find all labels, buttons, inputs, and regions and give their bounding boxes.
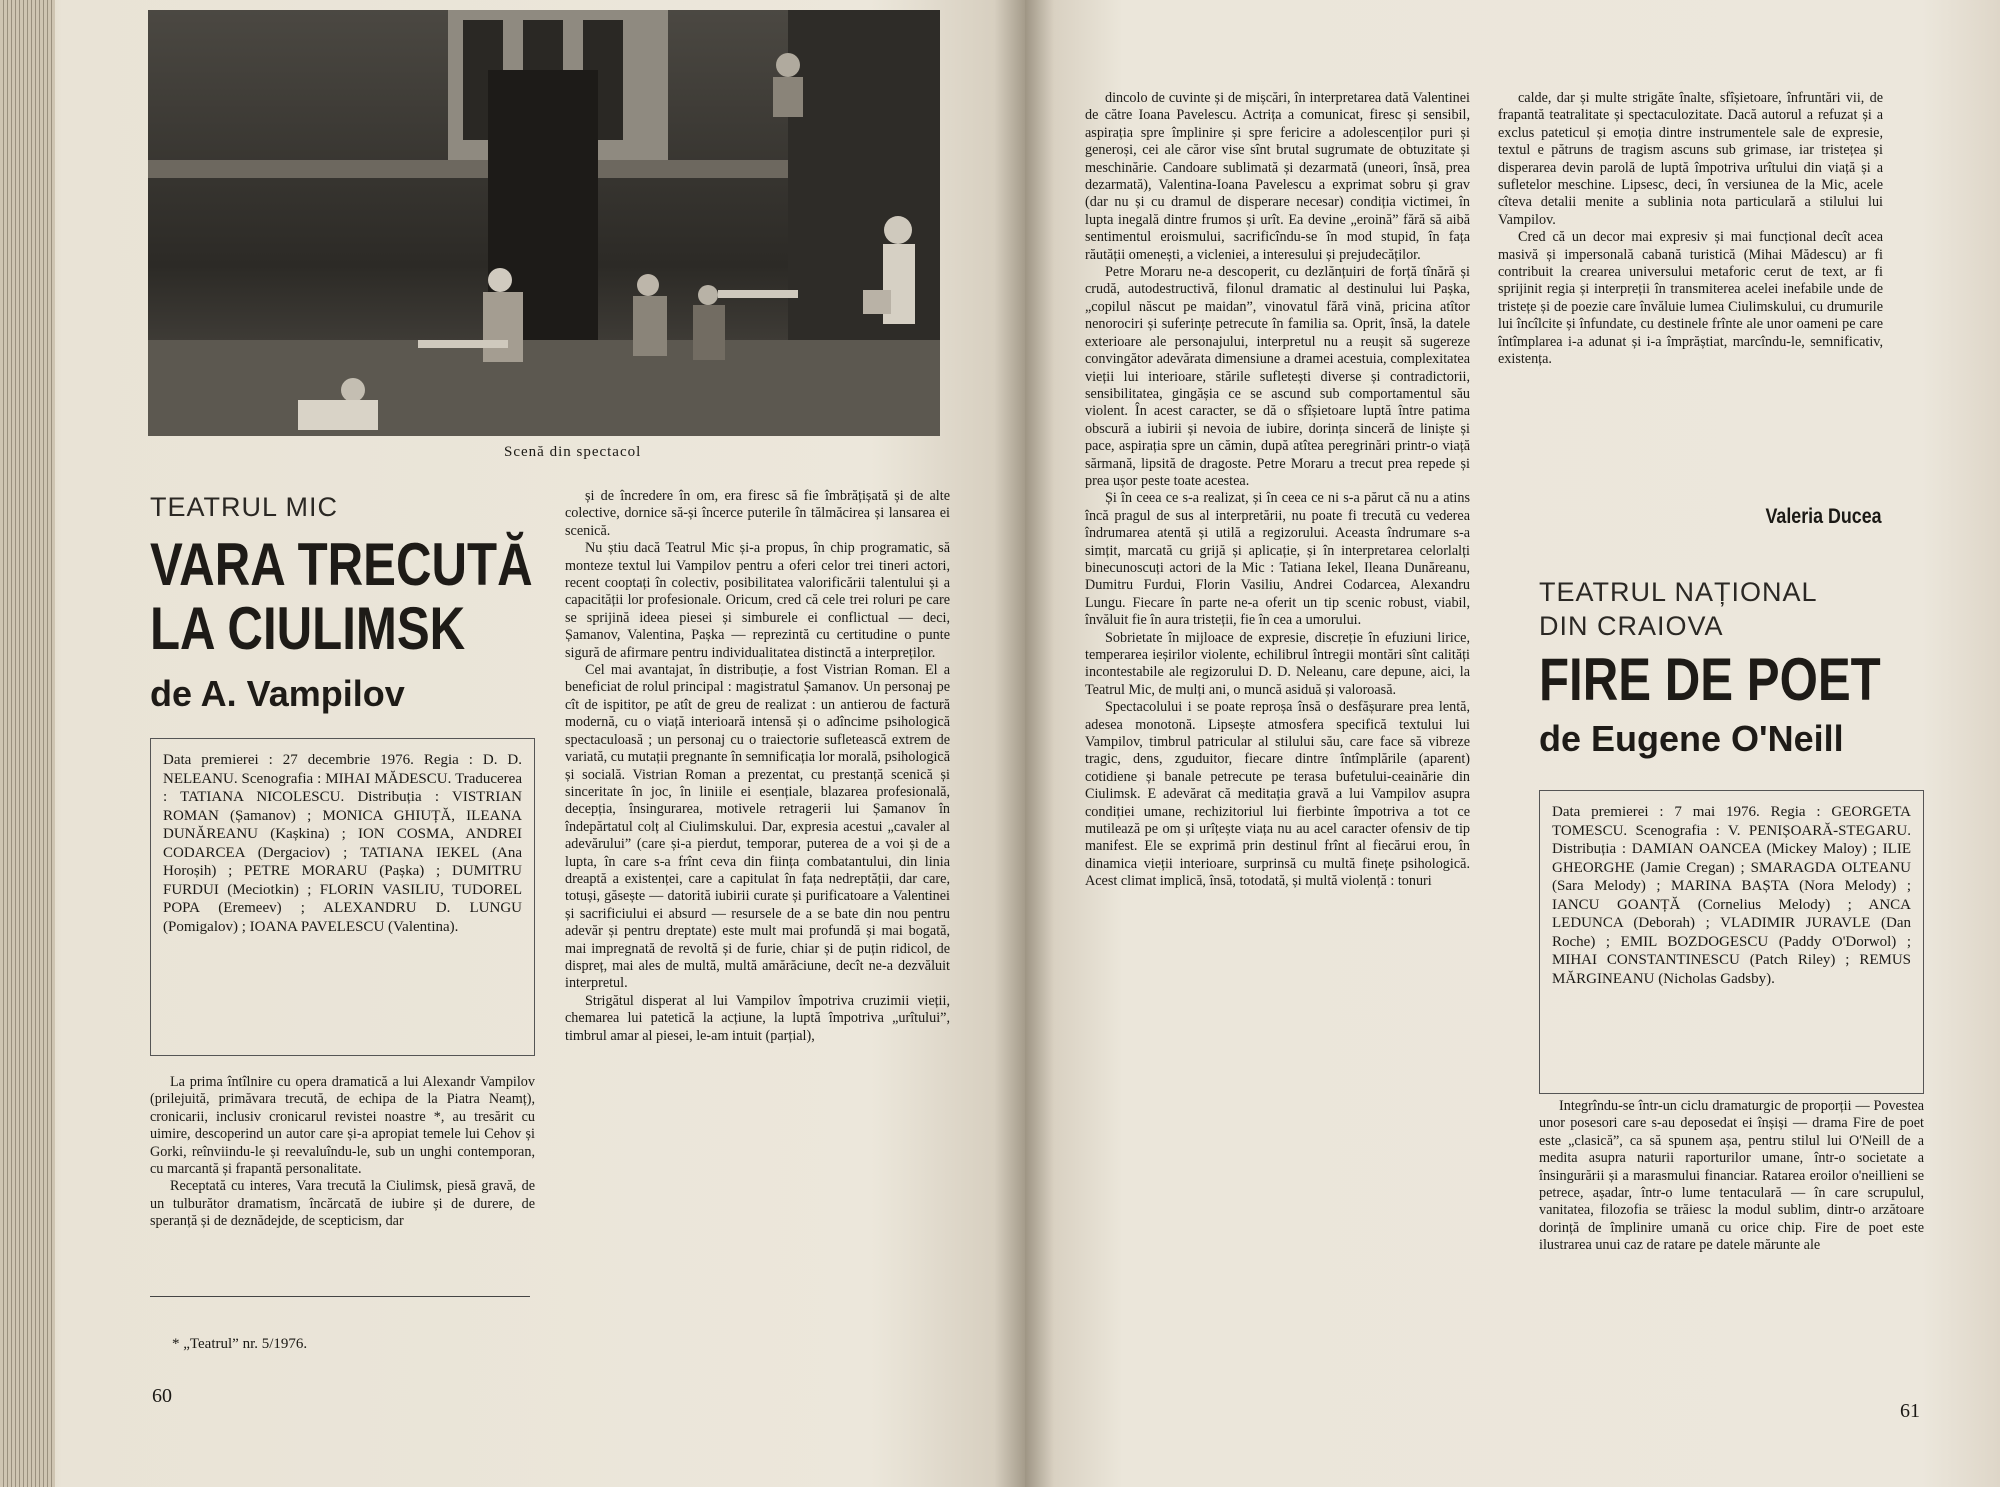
play-title-2: FIRE DE POET [1539,646,1881,713]
stage-photo-image [148,10,940,436]
credits-box-2 [1539,790,1924,1094]
paragraph: Receptată cu interes, Vara trecută la Ciulimsk, piesă gravă, de un tulburător dramatism, încărcată de iubire și de durere, de speranță și de deznădejde, de scepticism, dar [150,1178,535,1230]
play-title [150,533,533,661]
credits-text: Data premierei : 27 decembrie 1976. Regia : D. D. NELEANU. Scenografia : MIHAI MĂDESCU. Traducerea : TATIANA NICOLESCU. Distribuția : VISTRIAN ROMAN (Șamanov) ; MONICA GHIUȚĂ, ILEANA DUNĂREANU (Kașkina) ; ION COSMA, ANDREI CODARCEA (Dergaciov) ; TATIANA IEKEL (Ana Horoșih) ; PETRE MORARU (Pașka) ; DUMITRU FURDUI (Meciotkin) ; FLORIN VASILIU, TUDOREL POPA (Eremeev) ; ALEXANDRU D. LUNGU (Pomigalov) ; IOANA PAVELESCU (Valentina). [163,752,522,935]
right-column-2 [1498,90,1883,498]
paragraph: Sobrietate în mijloace de expresie, discreție în efuziuni lirice, temperarea ieșirilor violente, echilibrul întregii montări sînt calități incontestabile ale regizorului D. D. Neleanu, care depune, aici, la Teatrul Mic, de mulți ani, o muncă asiduă și valoroasă. [1085,629,1470,698]
paragraph: Strigătul disperat al lui Vampilov împotriva cruzimii vieții, chemarea lui patetică la acțiune, la luptă împotriva „urîtului”, timbrul amar al piesei, le-am intuit (parțial), [565,992,950,1044]
theatre-name-2-line2: DIN CRAIOVA [1539,611,1724,641]
theatre-name-2 [1539,575,1818,643]
paragraph: și de încredere în om, era firesc să fie îmbrățișată și de alte colective, dornice să-și încerce puterile în tălmăcirea și lansarea ei scenică. [565,488,950,539]
paragraph: Spectacolului i se poate reproșa însă o desfășurare prea lentă, adesea monotonă. Lipsește atmosfera specifică textului lui Vampilov, timbrul patricular al stilului său, care face să vibreze tragic, dens, zguduitor, fiecare dintre întîmplările (aparent) cotidiene și banale petrecute pe terasa bufetului-ceainărie din Ciulimsk. E adevărat că meditația gravă a lui Vampilov asupra condiției umane, rechizitoriul lui fierbinte împotriva a tot ce mutilează pe om și urîțește viața nu au acel caracter ofensiv de tip manifest. Ele se exprimă prin destinul frînt al fiecărui erou, în dinamica vieții interioare, surprinsă cu multă finețe psihologică. Acest climat implică, însă, totodată, și multă violență : tonuri [1085,699,1470,890]
paragraph: dincolo de cuvinte și de mișcări, în interpretarea dată Valentinei de către Ioana Pavelescu. Actrița a comunicat, firesc și sensibil, aspirația spre împlinire și spre fericire a adolescenților puri și generoși, cei ale căror vise sînt brutal sugrumate de obtuzitate și meschinărie. Candoare sublimată și dezarmată (uneori, însă, prea dezarmată), Valentina-Ioana Pavelescu a exprimat sobru și grav (dar nu și cu dramul de disperare necesar) condiția victimei, în lupta inegală dintre frumos și urît. Ea devine „eroină” fără să aibă sentimentul eroismului, sacrificîndu-se în mod stupid, în fața răutății omenești, a vicleniei, a interesului și prejudecăților. [1085,90,1470,263]
play-author: de A. Vampilov [150,673,405,714]
play-author-2: de Eugene O'Neill [1539,718,1844,759]
credits-text-2: Data premierei : 7 mai 1976. Regia : GEORGETA TOMESCU. Scenografia : V. PENIȘOARĂ-STEGARU. Distribuția : DAMIAN OANCEA (Mickey Maloy) ; ILIE GHEORGHE (Jamie Cregan) ; SMARAGDA OLTEANU (Sara Melody) ; MARINA BAȘTA (Nora Melody) ; IANCU GOANȚĂ (Cornelius Melody) ; ANCA LEDUNCA (Deborah) ; VLADIMIR JURAVLE (Dan Roche) ; EMIL BOZDOGESCU (Paddy O'Dorwol) ; MIHAI CONSTANTINESCU (Patch Riley) ; REMUS MĂRGINEANU (Nicholas Gadsby). [1552,804,1911,987]
paragraph: La prima întîlnire cu opera dramatică a lui Alexandr Vampilov (prilejuită, primăvara trecută, de echipa de la Piatra Neamț), cronicarii, inclusiv cronicarul revistei noastre *, au tresărit cu uimire, descoperind un autor care și-a apropiat temele lui Cehov și Gorki, reînviindu-le și reevaluîndu-le, sub un unghi contemporan, cu marcantă și frapantă personalitate. [150,1074,535,1178]
paragraph: Și în ceea ce s-a realizat, și în ceea ce ni s-a părut că nu a atins încă pragul de sus al interpretării, nu poate fi trecută cu vederea îndrumarea atentă și utilă a regizorului. Aceasta îndrumare s-a simțit, marcată cu grijă și aplicație, și în interpretarea celorlalți binecunoscuți actori de la Mic : Tatiana Iekel, Ileana Dunăreanu, Dumitru Furdui, Florin Vasiliu, Andrei Codarcea, Alexandru Lungu. Fiecare în parte ne-a oferit un tip scenic robust, viabil, învăluit fie în aura tristeții, fie în cea a umorului. [1085,490,1470,629]
left-column-2 [565,488,950,1350]
stage-photo [148,10,940,436]
play-title-line2: LA CIULIMSK [150,595,466,662]
review-signature: Valeria Ducea [1765,505,1882,528]
paragraph: Nu știu dacă Teatrul Mic și-a propus, în chip programatic, să monteze textul lui Vampilov pentru a oferi celor trei tineri actori, recent cooptați în colectiv, posibilitatea valorificării talentului și a capacității lor profesionale. Oricum, cred că cele trei roluri pe care se sprijină ideea piesei și simburele ei conflictual — deci, Șamanov, Valentina, Pașka — reprezintă cu certitudine o punte sigură de afirmare pentru individualitatea distinctă a interpreților. [565,540,950,661]
paragraph: calde, dar și multe strigăte înalte, sfîșietoare, înfruntări vii, de frapantă teatralitate și spectaculozitate. Dacă autorul a refuzat și a exclus pateticul și emoția dintre instrumentele sale de expresie, textul e pătruns de tragism ascuns sub grimase, iar tristețea și disperarea devin parolă de luptă împotriva urîtului din viață și a sufletelor meschine. Lipsesc, deci, în versiunea de la Mic, acele cîteva detalii menite a sublinia nota particulară a stilului lui Vampilov. [1498,90,1883,228]
page-number: 60 [152,1385,172,1407]
right-column-1 [1085,90,1470,1362]
theatre-name: TEATRUL MIC [150,492,339,522]
right-page [1025,0,2000,1487]
footnote-rule [150,1296,530,1297]
paragraph: Cred că un decor mai expresiv și mai funcțional decît acea masivă și impersonală cabană turistică (Mihai Mădescu) ar fi contribuit la crearea universului metaforic cerut de text, ar fi sprijinit regia și interpreții în transmiterea acelei inefabile unde de tristețe și de poezie care învăluie lumea Ciulimskului, cu drumurile lui încîlcite și înfundate, cu destinele frînte ale unor oameni pe care întîmplarea i-a adunat și i-a împrăștiat, marcîndu-le, semnificativ, existența. [1498,229,1883,368]
page-edges [0,0,55,1487]
paragraph: Integrîndu-se într-un ciclu dramaturgic de proporții — Povestea unor posesori care s-au deposedat ei înșiși — drama Fire de poet este „clasică”, ca să spunem așa, pentru stilul lui O'Neill de a medita asupra naturii raporturilor umane, într-o societate a însingurării și a marasmului financiar. Ratarea eroilor o'neillieni se petrece, așadar, într-o lume tentaculară — în care scrupulul, vanitatea, filozofia se trăiesc la modul sublim, dintr-o arzătoare dorință de împlinire umană cu orice chip. Fire de poet este ilustrarea unui caz de ratare pe datele mărunte ale [1539,1098,1924,1254]
credits-box [150,738,535,1056]
page-number-2: 61 [1900,1400,1920,1422]
footnote: * „Teatrul” nr. 5/1976. [172,1336,308,1352]
left-column-1 [150,1074,535,1280]
photo-caption: Scenă din spectacol [504,444,642,460]
paragraph: Petre Moraru ne-a descoperit, cu dezlănțuiri de forță tînără și crudă, autodestructivă, filonul dramatic al destinului lui Pașka, „copilul născut pe maidan”, vinovatul fără vină, pricina atîtor nenorociri și suferințe petrecute în familia sa. Oprit, însă, la datele exterioare ale personajului, interpretul nu a reușit să sugereze convingător adevărata dimensiune a dramei acestuia, complexitatea vieții lui interioare, stările sufletești diverse și contradictorii, sensibilitatea, gingășia ce se ascund sub comportamentul său violent. În acest caracter, se dă o sfîșietoare luptă între patima obscură a iubirii și nevoia de iubire, dorința sinceră de liniște și pace, aspirația spre un cămin, după atîtea peregrinări printr-o viață sărmană, lipsită de dragoste. Petre Moraru a trecut prea repede și prea ușor peste toate acestea. [1085,264,1470,489]
play-title-line1: VARA TRECUTĂ [150,531,533,598]
right-column-3 [1539,1098,1924,1360]
theatre-name-2-line1: TEATRUL NAȚIONAL [1539,577,1818,607]
paragraph: Cel mai avantajat, în distribuție, a fost Vistrian Roman. El a beneficiat de rolul principal : magistratul Șamanov. Un personaj pe cît de ispititor, pe atît de greu de realizat : un antierou de factură modernă, cu o viață interioară intensă și o adîncime psihologică spectaculoasă ; un personaj cu o traiectorie sufletească extrem de variată, cu mutații pregnante în semnificația lor morală, psihologică și socială. Vistrian Roman a prezentat, cu prestanță scenică și sinceritate în joc, în liniile ei esențiale, blazarea profesională, decepția, însingurarea, motivele retragerii lui Șamanov în îndepărtatul colț al Ciulimskului. Dar, expresia acestui „cavaler al adevărului” (care și-a pierdut, temporar, puterea de a voi și de a lupta, în care s-a frînt ceva din ființa combatantului, din linia dreaptă a existenței, care a capitulat în fața nedreptății, dar care, totuși, găsește — datorită iubirii curate și purificatoare a Valentinei și sacrificiului ei absurd — resursele de a se bate din nou pentru adevăr și pentru dreptate) este mult mai profundă și mai bogată, mai impregnată de revoltă și de furie, chiar și de puțin ridicol, de dispreț, mai ales de multă, multă amărăciune, decît ne-a dezvăluit interpretul. [565,662,950,992]
